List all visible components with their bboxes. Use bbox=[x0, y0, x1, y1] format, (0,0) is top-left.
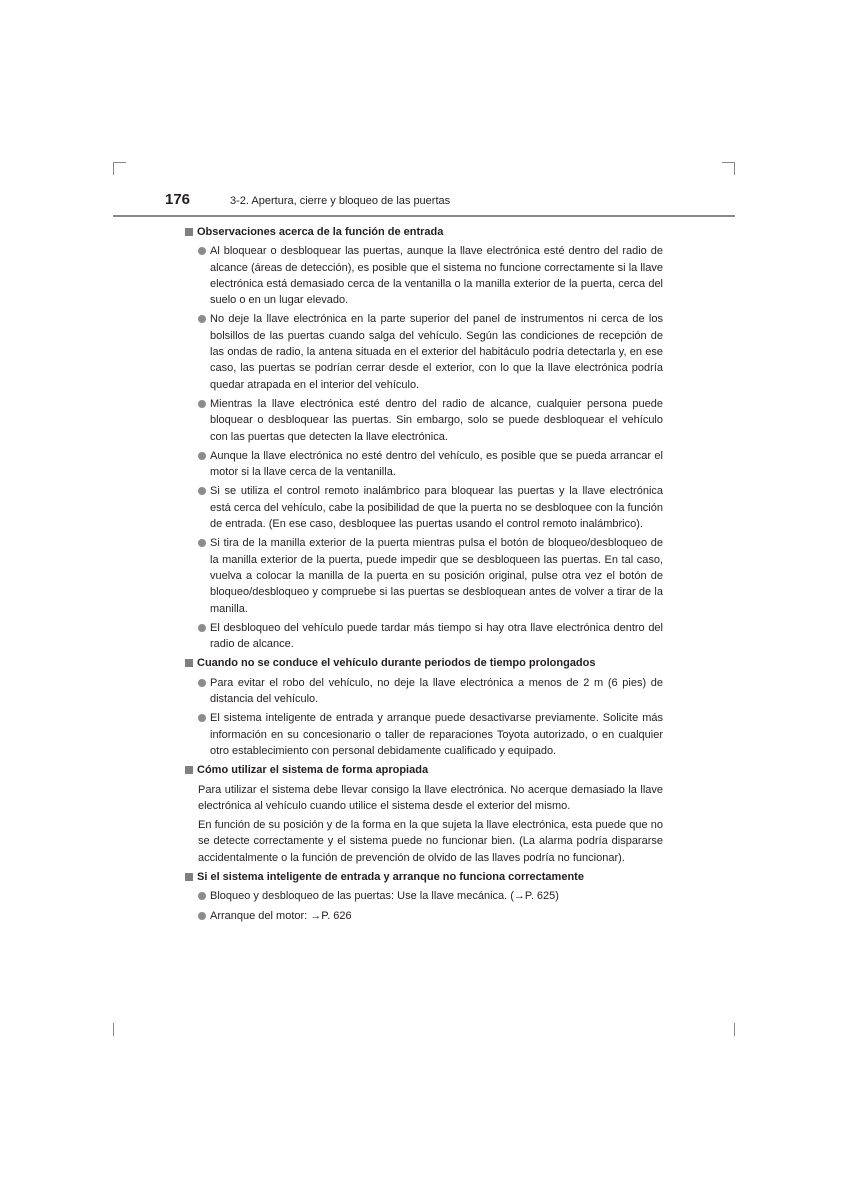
square-bullet-icon bbox=[185, 659, 193, 667]
circle-bullet-icon bbox=[198, 247, 206, 255]
list-item-text: Bloqueo y desbloqueo de las puertas: Use la llave mecánica. (→P. 625) bbox=[210, 890, 559, 903]
list-item-text: Aunque la llave electrónica no esté dentro del vehículo, es posible que se pueda arrancar el motor si la llave cerca de la ventanilla. bbox=[210, 449, 663, 479]
section-heading-text: Observaciones acerca de la función de entrada bbox=[197, 226, 444, 238]
square-bullet-icon bbox=[185, 228, 193, 236]
list-item bbox=[185, 710, 663, 759]
section-heading bbox=[185, 655, 663, 671]
list-item-text: El desbloqueo del vehículo puede tardar más tiempo si hay otra llave electrónica dentro del radio de alcance. bbox=[210, 621, 663, 651]
list-item-text: Arranque del motor: →P. 626 bbox=[210, 909, 352, 922]
circle-bullet-icon bbox=[198, 714, 206, 722]
crop-mark-top-left-vertical bbox=[113, 162, 114, 175]
list-item bbox=[185, 620, 663, 653]
chapter-title: 3-2. Apertura, cierre y bloqueo de las puertas bbox=[230, 195, 451, 207]
circle-bullet-icon bbox=[198, 912, 206, 920]
list-item bbox=[185, 535, 663, 616]
circle-bullet-icon bbox=[198, 315, 206, 323]
circle-bullet-icon bbox=[198, 892, 206, 900]
circle-bullet-icon bbox=[198, 679, 206, 687]
crop-mark-top-left-horizontal bbox=[113, 162, 126, 163]
crop-mark-top-right-vertical bbox=[734, 162, 735, 175]
list-item bbox=[185, 675, 663, 708]
page-content bbox=[185, 224, 663, 927]
list-item bbox=[185, 908, 663, 924]
list-item bbox=[185, 243, 663, 308]
list-item bbox=[185, 448, 663, 481]
section-heading-text: Si el sistema inteligente de entrada y arranque no funciona correctamente bbox=[197, 870, 584, 883]
section-long-periods bbox=[185, 655, 663, 759]
list-item-text: No deje la llave electrónica en la parte superior del panel de instrumentos ni cerca de los bolsillos de las puertas cuando salga del vehículo. Según las condiciones de recepción de las ondas de radio, la antena situada en el exterior del habitáculo podría detectarla y, en ese caso, las puertas se podrían cerrar desde el exterior, con lo que la llave electrónica podría quedar atrapada en el interior del vehículo. bbox=[210, 313, 663, 391]
section-heading-text: Cuando no se conduce el vehículo durante periodos de tiempo prolongados bbox=[197, 657, 596, 670]
list-item-text: Mientras la llave electrónica esté dentro del radio de alcance, cualquier persona puede bloquear o desbloquear las puertas. Sin embargo, solo se puede desbloquear el vehículo con las puertas que detecten la llave electrónica. bbox=[210, 397, 663, 443]
circle-bullet-icon bbox=[198, 624, 206, 632]
body-paragraph: En función de su posición y de la forma en la que sujeta la llave electrónica, esta puede que no se detecte correctamente y el sistema puede no funcionar bien. (La alarma podría dispararse accidentalmente o la función de prevención de olvido de las llaves podría no funcionar). bbox=[198, 819, 663, 864]
list-item bbox=[185, 311, 663, 392]
section-heading-text: Cómo utilizar el sistema de forma apropiada bbox=[197, 764, 429, 777]
list-item bbox=[185, 483, 663, 532]
section-malfunction bbox=[185, 869, 663, 924]
list-item-text: Si tira de la manilla exterior de la puerta mientras pulsa el botón de bloqueo/desbloqueo de la manilla exterior de la puerta, puede impedir que se desbloqueen las puertas. En tal caso, vuelva a colocar la manilla de la puerta en su posición original, pulse otra vez el botón de bloqueo/desbloqueo y compruebe si las puertas se desbloquean antes de volver a tirar de la manilla. bbox=[210, 537, 663, 615]
square-bullet-icon bbox=[185, 873, 193, 881]
section-proper-use bbox=[185, 762, 663, 866]
list-item-text: Si se utiliza el control remoto inalámbrico para bloquear las puertas y la llave electrónica está cerca del vehículo, cabe la posibilidad de que la puerta no se desbloquee con la función de entrada. (En ese caso, desbloquee las puertas usando el control remoto inalámbrico). bbox=[210, 485, 663, 531]
circle-bullet-icon bbox=[198, 487, 206, 495]
crop-mark-bottom-left-vertical bbox=[113, 1023, 114, 1036]
section-heading bbox=[185, 762, 663, 778]
circle-bullet-icon bbox=[198, 539, 206, 547]
section-heading bbox=[185, 869, 663, 885]
list-item bbox=[185, 888, 663, 904]
section-heading bbox=[185, 224, 663, 240]
page-number: 176 bbox=[165, 191, 191, 208]
list-item-text: Para evitar el robo del vehículo, no deje la llave electrónica a menos de 2 m (6 pies) de distancia del vehículo. bbox=[210, 676, 663, 706]
list-item-text: El sistema inteligente de entrada y arranque puede desactivarse previamente. Solicite más información en su concesionario o taller de reparaciones Toyota autorizado, o en cualquier otro establecimiento con personal debidamente cualificado y equipado. bbox=[210, 712, 663, 757]
body-paragraph: Para utilizar el sistema debe llevar consigo la llave electrónica. No acerque demasiado la llave electrónica al vehículo cuando utilice el sistema desde el exterior del mismo. bbox=[198, 783, 663, 812]
square-bullet-icon bbox=[185, 766, 193, 774]
header-divider bbox=[113, 215, 735, 217]
list-item-text: Al bloquear o desbloquear las puertas, aunque la llave electrónica esté dentro del radio de alcance (áreas de detección), es posible que el sistema no funcione correctamente si la llave electrónica está demasiado cerca de la ventanilla o la manilla exterior de la puerta, cerca del suelo o en un lugar elevado. bbox=[210, 245, 663, 307]
list-item bbox=[185, 396, 663, 445]
circle-bullet-icon bbox=[198, 400, 206, 408]
crop-mark-bottom-right-vertical bbox=[734, 1023, 735, 1036]
section-entry-function-notes bbox=[185, 224, 663, 652]
circle-bullet-icon bbox=[198, 452, 206, 460]
